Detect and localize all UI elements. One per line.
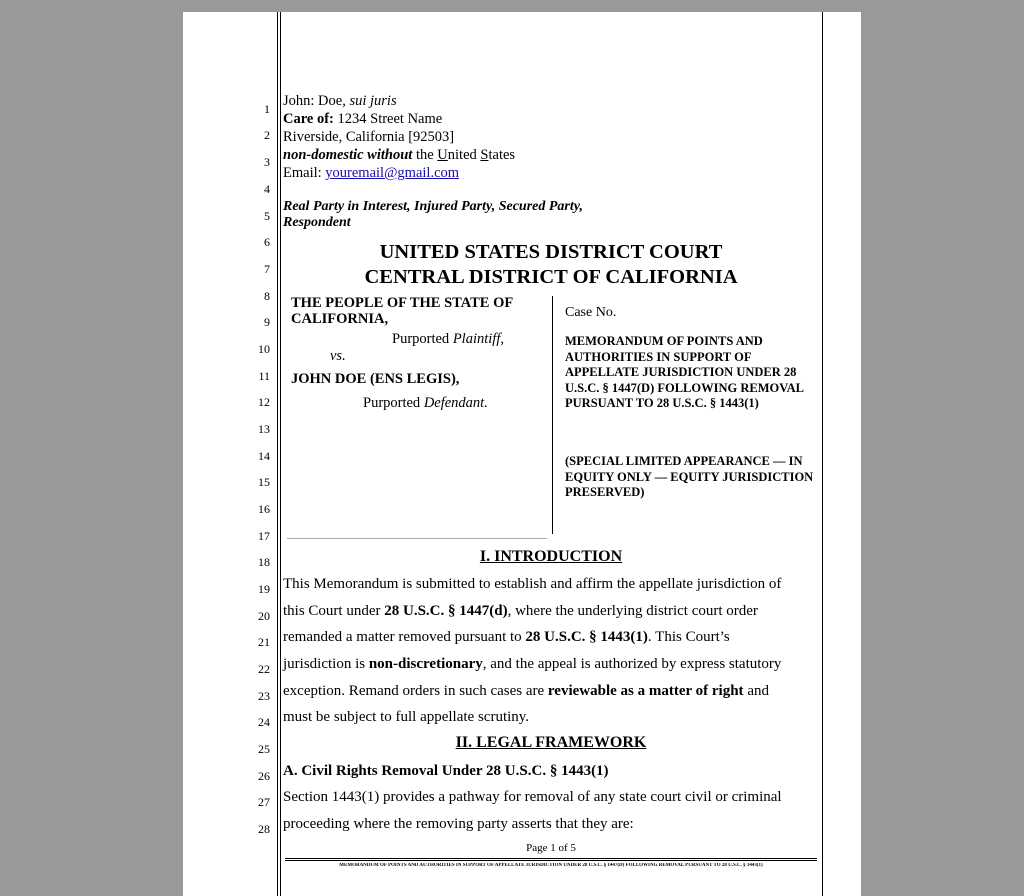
left-margin-rule-inner [280,12,281,896]
line-number: 21 [258,635,270,649]
court-name-line2: CENTRAL DISTRICT OF CALIFORNIA [364,266,738,288]
party-designation: Real Party in Interest, Injured Party, Secured Party, Respondent [283,199,583,230]
email-link[interactable]: youremail@gmail.com [325,165,460,181]
line-number: 10 [258,342,270,356]
domicile-line: non-domestic without the United States [283,147,516,163]
defendant-role: Purported Defendant. [363,395,488,411]
footer-rule-top [285,858,817,859]
subsection-heading: A. Civil Rights Removal Under 28 U.S.C. § 1443(1) [283,763,609,779]
city-line: Riverside, California [92503] [283,129,455,145]
case-number-label: Case No. [565,305,617,320]
body-line: Section 1443(1) provides a pathway for removal of any state court civil or criminal [283,789,782,805]
line-number: 7 [264,262,270,276]
line-number: 4 [264,182,270,196]
line-number: 9 [264,315,270,329]
care-of-label: Care of: [283,111,334,127]
email-line [283,164,459,182]
right-margin-rule [822,12,823,896]
party-name: John: Doe, [283,93,346,109]
caption-bottom-rule [287,538,547,539]
line-number: 22 [258,662,270,676]
document-page [183,12,861,896]
legal-framework-heading: II. LEGAL FRAMEWORK [455,734,647,751]
line-number: 25 [258,742,270,756]
introduction-heading: I. INTRODUCTION [479,548,623,565]
line-number: 13 [258,422,270,436]
line-number: 14 [258,449,270,463]
care-of-line [283,110,442,128]
line-number: 20 [258,609,270,623]
body-line: jurisdiction is non-discretionary, and the appeal is authorized by express statutory [283,656,782,672]
plaintiff-name: THE PEOPLE OF THE STATE OF CALIFORNIA, [291,295,514,327]
line-number: 27 [258,795,270,809]
line-number: 18 [258,555,270,569]
line-number: 23 [258,689,270,703]
left-margin-rule-outer [277,12,278,896]
body-line: exception. Remand orders in such cases are reviewable as a matter of right and [283,683,769,699]
line-number: 2 [264,128,270,142]
line-number: 1 [264,102,270,116]
special-appearance-notice: (SPECIAL LIMITED APPEARANCE — IN EQUITY ONLY — EQUITY JURISDICTION PRESERVED) [565,454,814,500]
footer-rule-bottom [285,860,817,861]
caption-vertical-divider [552,296,553,534]
line-number: 26 [258,769,270,783]
line-number: 24 [258,715,270,729]
court-name-line1: UNITED STATES DISTRICT COURT [379,241,723,263]
sui-juris: sui juris [349,93,397,109]
versus: vs. [330,348,346,364]
body-line: proceeding where the removing party asserts that they are: [283,816,634,832]
line-number: 12 [258,395,270,409]
body-line: must be subject to full appellate scrutiny. [283,709,530,725]
party-name-line [283,92,397,110]
footer-document-title: MEMORANDUM OF POINTS AND AUTHORITIES IN SUPPORT OF APPELLATE JURISDICTION UNDER 28 U.S.C. § 1447(D) FOLLOWING REMOVAL PURSUANT TO 28 U.S.C. § 1443(1) [339,863,763,868]
line-number: 15 [258,475,270,489]
plaintiff-role: Purported Plaintiff, [392,331,504,347]
line-number: 6 [264,235,270,249]
body-line: this Court under 28 U.S.C. § 1447(d), where the underlying district court order [283,603,758,619]
line-number: 3 [264,155,270,169]
line-number: 17 [258,529,270,543]
body-line: remanded a matter removed pursuant to 28 U.S.C. § 1443(1). This Court’s [283,629,730,645]
body-line: This Memorandum is submitted to establish and affirm the appellate jurisdiction of [283,576,782,592]
street-address: 1234 Street Name [337,111,443,127]
domicile-prefix: non-domestic without [283,147,413,163]
line-number: 19 [258,582,270,596]
line-number: 5 [264,209,270,223]
email-label: Email: [283,165,322,181]
document-title: MEMORANDUM OF POINTS AND AUTHORITIES IN SUPPORT OF APPELLATE JURISDICTION UNDER 28 U.S.C. § 1447(D) FOLLOWING REMOVAL PURSUANT TO 28 U.S.C. § 1443(1) [565,334,804,411]
line-number: 11 [258,369,270,383]
defendant-name: JOHN DOE (ENS LEGIS), [291,371,460,387]
line-number: 8 [264,289,270,303]
line-number: 28 [258,822,270,836]
page-number: Page 1 of 5 [526,842,576,854]
line-number: 16 [258,502,270,516]
